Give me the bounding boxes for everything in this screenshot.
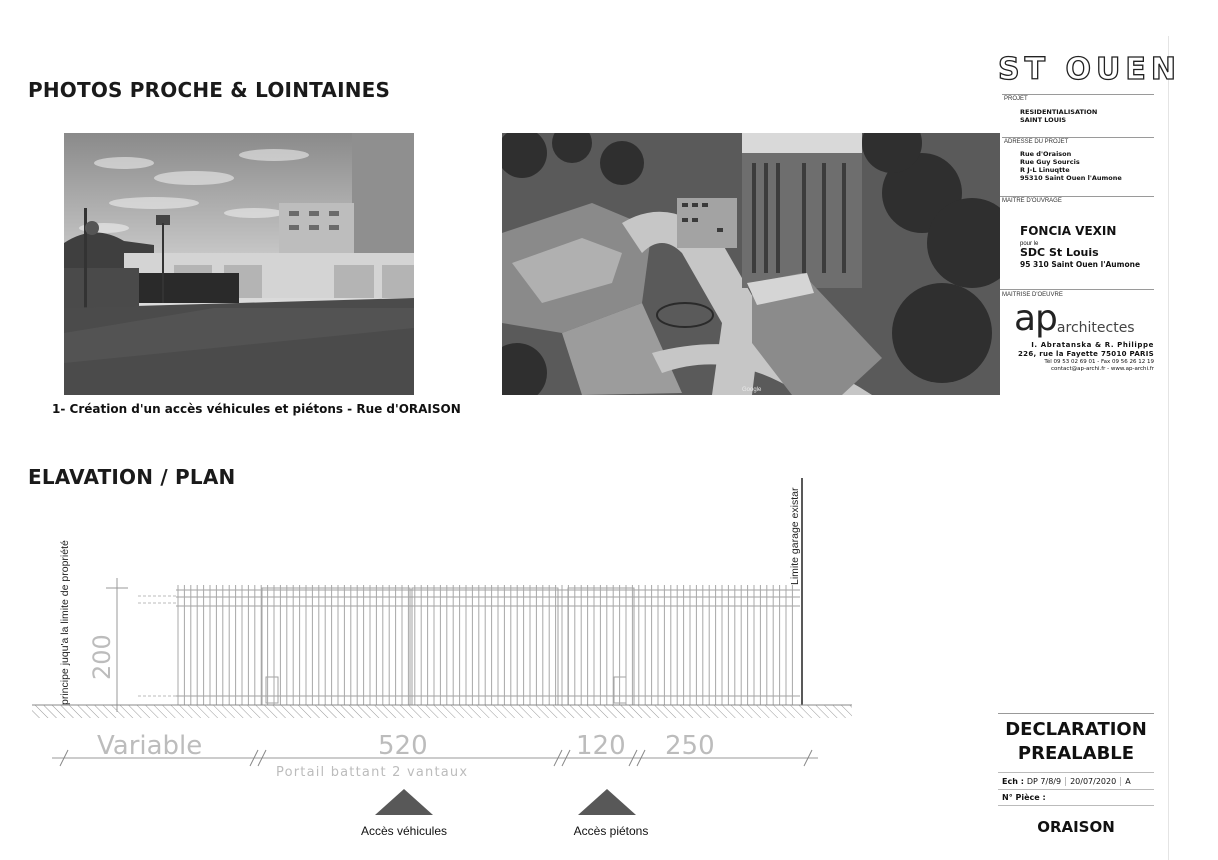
pedestrian-access-arrow [578, 789, 636, 815]
cartouche-divider [1002, 137, 1154, 138]
left-vertical-label: principe juqu'a la limite de propriété [59, 540, 71, 705]
pedestrian-access-label: Accès piétons [573, 824, 649, 838]
adresse-line: Rue Guy Sourcis [1020, 158, 1080, 166]
projet-line: SAINT LOUIS [1020, 116, 1067, 124]
logo-word: architectes [1056, 320, 1135, 336]
projet-label: PROJET [1004, 96, 1028, 102]
mo-sdc: SDC St Louis [1020, 246, 1099, 259]
elevation-drawing [0, 470, 860, 850]
dim-520: 520 [378, 731, 428, 761]
fence-pickets [178, 585, 792, 705]
aerial-photo [502, 133, 1000, 395]
maitre-ouvrage-label: MAITRE D'OUVRAGE [1002, 198, 1062, 204]
declaration-top-rule [998, 713, 1154, 714]
cartouche-city: ST OUEN [998, 52, 1181, 87]
aerial-photo-image [502, 133, 1000, 395]
height-dim-text: 200 [88, 634, 116, 680]
aerial-credit: Google [742, 387, 762, 393]
adresse-line: Rue d'Oraison [1020, 150, 1072, 158]
declaration-name: ORAISON [1037, 818, 1115, 836]
vehicle-access-label: Accès véhicules [360, 824, 448, 838]
street-photo [64, 133, 414, 395]
mo-city: 95 310 Saint Ouen l'Aumone [1020, 260, 1141, 269]
declaration-index: A [1125, 776, 1131, 786]
architect-line: Tél 09 53 02 69 01 - Fax 09 56 26 12 19 [1044, 359, 1154, 365]
ech-label: Ech : [1002, 776, 1024, 786]
cartouche-divider [1000, 289, 1154, 290]
architect-line: contact@ap-archi.fr - www.ap-archi.fr [1051, 366, 1154, 372]
photos-section-title: PHOTOS PROCHE & LOINTAINES [28, 78, 391, 102]
maitrise-label: MAITRISE D'OEUVRE [1002, 292, 1063, 298]
mo-name: FONCIA VEXIN [1020, 224, 1117, 238]
architect-line: I. Abratanska & R. Philippe [1031, 341, 1154, 349]
page-right-rule [1168, 36, 1169, 860]
projet-block [1020, 108, 1097, 124]
dim-variable: Variable [97, 731, 203, 761]
elevation-section-title: ELAVATION / PLAN [28, 465, 236, 489]
vehicle-access-arrow [375, 789, 433, 815]
projet-line: RESIDENTIALISATION [1020, 108, 1098, 116]
declaration-title-1: DECLARATION [1005, 719, 1147, 740]
adresse-block [1020, 150, 1122, 182]
adresse-line: 95310 Saint Ouen l'Aumone [1020, 174, 1122, 182]
logo-letters: ap [1014, 298, 1057, 339]
mo-pour: pour le [1020, 241, 1039, 247]
right-vertical-label: Limite garage existar [789, 487, 801, 585]
fence [176, 588, 800, 705]
adresse-label: ADRESSE DU PROJET [1004, 139, 1069, 145]
cartouche-divider [1002, 94, 1154, 95]
ech-value: DP 7/8/9 [1027, 777, 1066, 786]
cartouche-divider [1000, 196, 1154, 197]
photo-caption: 1- Création d'un accès véhicules et piétons - Rue d'ORAISON [52, 402, 461, 416]
declaration-date: 20/07/2020 [1066, 777, 1121, 786]
adresse-line: R J-L Linuqtte [1020, 166, 1070, 174]
architect-logo [1014, 298, 1135, 339]
ech-row [998, 772, 1154, 790]
architect-block [1014, 341, 1154, 373]
street-photo-image [64, 133, 414, 395]
piece-label: N° Pièce : [998, 790, 1154, 806]
architect-line: 226, rue la Fayette 75010 PARIS [1018, 350, 1154, 358]
maitre-ouvrage-block [1020, 224, 1140, 269]
dim-120: 120 [576, 731, 626, 761]
gate-label: Portail battant 2 vantaux [276, 765, 469, 780]
dim-250: 250 [665, 731, 715, 761]
ground-hatch [32, 705, 852, 718]
fence-dashed-rails [138, 596, 176, 696]
declaration-title-2: PREALABLE [1017, 743, 1135, 764]
declaration-block [998, 713, 1154, 836]
